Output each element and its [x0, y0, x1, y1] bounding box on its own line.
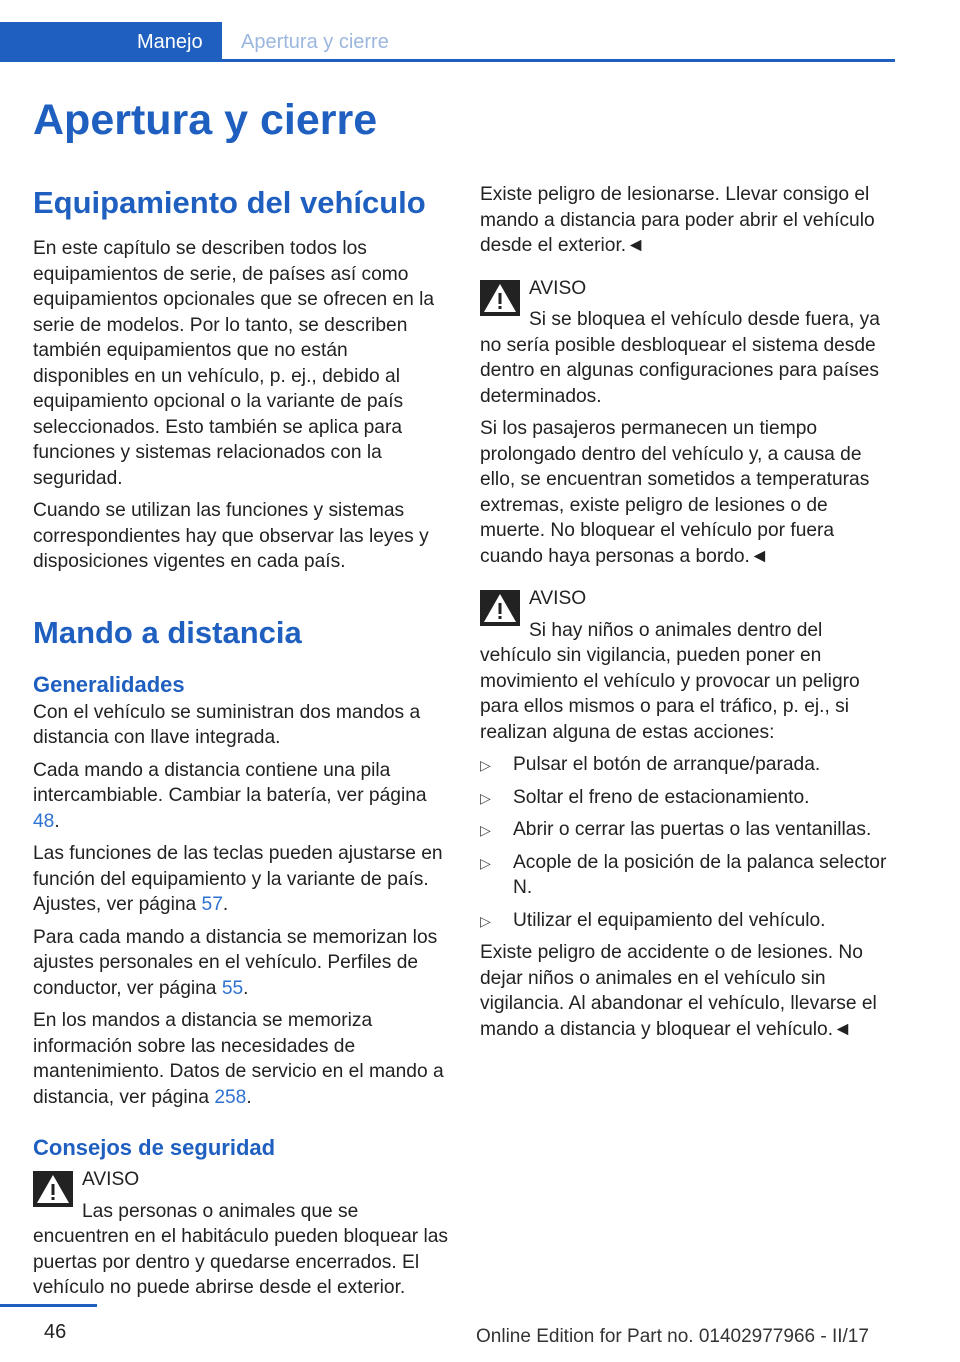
remote-paragraph: Para cada mando a distancia se memorizan los ajustes personales en el vehículo. Perfiles de conductor, ver página 55.	[33, 926, 438, 999]
warning-block	[33, 1167, 448, 1301]
vehicle-equipment-heading: Equipamiento del vehículo	[33, 185, 426, 220]
warning-triangle-icon	[480, 590, 520, 626]
header-rule	[222, 59, 895, 62]
remote-paragraph: En los mandos a distancia se memoriza información sobre las necesidades de mantenimiento. Datos de servicio en el mando a distancia, ver página 258.	[33, 1010, 444, 1108]
spacer	[33, 654, 448, 670]
vehicle-equipment-paragraph: En este capítulo se describen todos los equipamientos de serie, de países así como equipamientos opcionales que se ofrecen en la serie de modelos. Por lo tanto, se describen también equipamientos que no están disponibles en un vehículo, p. ej., debido al equipamiento opcional o la variante de país seleccionados. Esto también se aplica para funciones y sistemas relacionados con la seguridad.	[33, 238, 435, 489]
action-list	[480, 752, 895, 933]
triangle-bullet-icon: ▷	[480, 822, 491, 838]
page-title: Apertura y cierre	[33, 96, 378, 144]
general-heading: Generalidades	[33, 671, 185, 697]
list-item: ▷ Abrir o cerrar las puertas o las ventanillas.	[480, 817, 895, 843]
triangle-bullet-icon: ▷	[480, 789, 491, 806]
triangle-bullet-icon: ▷	[480, 757, 491, 773]
warning-text: Si hay niños o animales dentro del vehículo sin vigilancia, pueden poner en movimiento el vehículo y provocar un peligro para ellos mismos o para el tráfico, p. ej., si realizan alguna de estas acciones:	[480, 619, 860, 743]
vehicle-equipment-paragraph: Cuando se utilizan las funciones y sistemas correspondientes hay que observar las leyes y disposiciones vigentes en cada país.	[33, 500, 429, 572]
edition-note: Online Edition for Part no. 01402977966 - II/17	[476, 1326, 869, 1347]
list-item: ▷ Pulsar el botón de arranque/parada.	[480, 752, 895, 778]
page-link-57[interactable]: 57	[201, 894, 223, 915]
list-item: ▷ Soltar el freno de estacionamiento.	[480, 785, 895, 811]
warning-block	[480, 276, 895, 410]
remote-paragraph: Las funciones de las teclas pueden ajustarse en función del equipamiento y la variante de país. Ajustes, ver página 57.	[33, 843, 443, 915]
right-column	[480, 182, 895, 1049]
spacer	[480, 266, 895, 276]
safety-heading: Consejos de seguridad	[33, 1135, 276, 1160]
running-header	[0, 22, 895, 62]
page-link-258[interactable]: 258	[214, 1086, 247, 1108]
left-column	[33, 182, 448, 1308]
warning-block	[480, 586, 895, 745]
page-link-55[interactable]: 55	[221, 977, 244, 999]
list-item: ▷ Utilizar el equipamiento del vehículo.	[480, 908, 895, 934]
warning-label: AVISO	[529, 588, 587, 609]
triangle-bullet-icon: ▷	[480, 912, 491, 929]
spacer	[33, 224, 448, 236]
header-topic-label: Apertura y cierre	[241, 31, 389, 53]
list-item: ▷ Acople de la posición de la palanca selector N.	[480, 851, 887, 898]
warning-text: Si se bloquea el vehículo desde fuera, ya no sería posible desbloquear el sistema desde dentro en algunas configuraciones para países determinados.	[480, 309, 880, 407]
warning-label: AVISO	[82, 1169, 140, 1190]
warning-continuation: Si los pasajeros permanecen un tiempo prolongado dentro del vehículo y, a causa de ello, se encuentran sometidos a temperaturas extremas, existe peligro de lesiones o de muerte. No bloquear el vehículo por fuera cuando haya personas a bordo.◄	[480, 418, 870, 567]
remote-paragraph: Con el vehículo se suministran dos mandos a distancia con llave integrada.	[33, 701, 421, 748]
remote-control-heading: Mando a distancia	[33, 614, 302, 650]
page-number: 46	[44, 1321, 67, 1343]
triangle-bullet-icon: ▷	[480, 854, 491, 871]
header-section-label: Manejo	[137, 31, 203, 53]
remote-paragraph: Cada mando a distancia contiene una pila intercambiable. Cambiar la batería, ver página 48.	[33, 759, 427, 832]
warning-triangle-icon	[33, 1171, 73, 1207]
warning-text: Las personas o animales que se encuentren en el habitáculo pueden bloquear las puertas por dentro y quedarse encerrados. El vehículo no puede abrirse desde el exterior.	[33, 1200, 448, 1298]
warning-continuation: Existe peligro de accidente o de lesiones. No dejar niños o animales en el vehículo sin vigilancia. Al abandonar el vehículo, llevarse el mando a distancia y bloquear el vehículo.◄	[480, 942, 877, 1040]
spacer	[480, 576, 895, 586]
spacer	[33, 582, 448, 612]
warning-triangle-icon	[480, 280, 520, 316]
page-link-48[interactable]: 48	[33, 810, 55, 832]
spacer	[33, 1117, 448, 1133]
warning-label: AVISO	[529, 277, 587, 299]
footer-rule	[0, 1304, 97, 1307]
warning-continuation: Existe peligro de lesionarse. Llevar consigo el mando a distancia para poder abrir el vehículo desde el exterior.◄	[480, 184, 875, 256]
